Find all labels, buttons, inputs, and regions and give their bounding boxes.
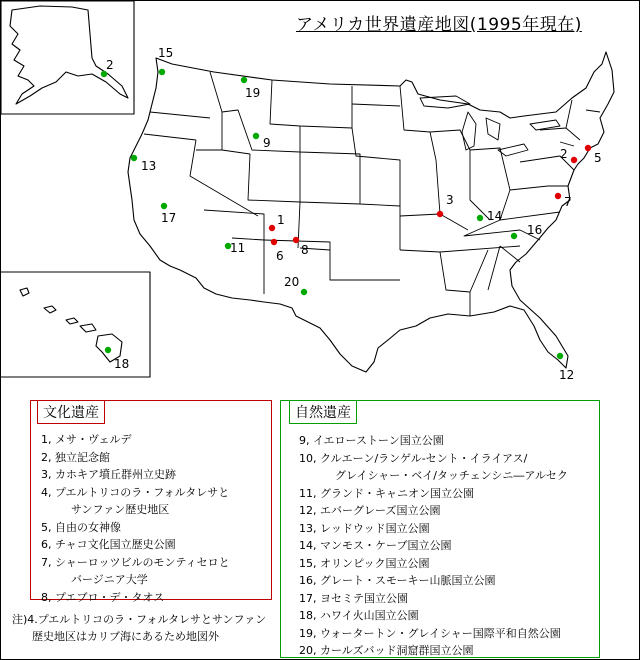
cultural-heritage-heading: 文化遺産 [37,400,105,424]
great-lakes [420,96,560,156]
list-item-text: 10, クルエーン/ランゲル-セント・イライアス/ [299,451,528,465]
site-marker-16 [511,233,517,239]
list-item-text: 15, オリンピック国立公園 [299,556,430,570]
site-label-8: 8 [301,243,309,257]
site-marker-9 [253,133,259,139]
footnote-line-2: 歴史地区はカリブ海にあるため地図外 [32,630,219,643]
list-item-text: 9, イエローストーン国立公園 [299,434,444,447]
site-marker-6 [271,239,277,245]
site-label-13: 13 [141,159,157,173]
site-label-11: 11 [230,241,246,255]
list-item-text: 16, グレート・スモーキー山脈国立公園 [299,574,496,587]
natural-item-15 [299,555,568,573]
natural-item-13 [299,520,568,538]
site-label-7: 7 [564,195,572,209]
list-item-text: 18, ハワイ火山国立公園 [299,609,419,622]
list-item-text: 13, レッドウッド国立公園 [299,521,430,535]
list-item-continuation: サンファン歴史地区 [71,503,170,516]
list-item-text: 8, プエブロ・デ・タオス [41,590,165,604]
site-label-6: 6 [276,249,284,263]
site-markers [101,46,602,382]
list-item-text: 11, グランド・キャニオン国立公園 [299,486,474,500]
natural-heritage-list [299,432,568,660]
state-borders [144,72,600,316]
site-marker-15 [159,69,165,75]
site-label-12: 12 [559,368,575,382]
list-item-text: 2, 独立記念館 [41,450,110,464]
natural-item-14 [299,537,568,555]
natural-heritage-heading: 自然遺産 [289,400,357,424]
site-label-3: 3 [446,193,454,207]
natural-item-16 [299,572,568,590]
footnote [12,611,266,645]
site-marker-5 [585,145,591,151]
cultural-item-7 [41,554,230,589]
site-marker-17 [161,203,167,209]
map-title: アメリカ世界遺産地図(1995年現在) [296,15,582,35]
list-item-text: 17, ヨセミテ国立公園 [299,591,408,605]
list-item-text: 1, メサ・ヴェルデ [41,433,132,446]
site-label-14: 14 [487,209,503,223]
site-marker-18 [105,347,111,353]
cultural-item-3 [41,466,230,484]
list-item-text: 7, シャーロッツビルのモンティセロと [41,555,230,569]
alaska-inset-frame [1,1,134,114]
site-label-16: 16 [527,223,543,237]
site-marker-13 [131,155,137,161]
cultural-item-1 [41,431,230,449]
natural-item-10 [299,450,568,485]
cultural-item-4 [41,484,230,519]
list-item-text: 14, マンモス・ケーブ国立公園 [299,539,452,552]
site-label-19: 19 [245,86,261,100]
list-item-text: 12, エバーグレーズ国立公園 [299,504,441,517]
conterminous-us-outline [128,52,614,372]
site-marker-20 [301,289,307,295]
list-item-continuation: バージニア大学 [71,573,148,586]
natural-item-20 [299,642,568,660]
list-item-continuation: グレイシャー・ベイ/タッチェンシニ―アルセク [335,469,568,482]
list-item-text: 4, プエルトリコのラ・フォルタレサと [41,485,230,499]
site-marker-8 [293,237,299,243]
site-label-10: 2 [106,58,114,72]
alaska-outline [10,6,128,104]
site-label-5: 5 [594,151,602,165]
natural-item-18 [299,607,568,625]
site-marker-3 [437,211,443,217]
site-label-20: 20 [284,275,300,289]
site-label-18: 18 [114,357,130,371]
cultural-heritage-list [41,431,230,606]
site-label-17: 17 [161,211,177,225]
site-marker-14 [477,215,483,221]
site-marker-7 [555,193,561,199]
site-marker-12 [557,353,563,359]
site-label-1: 1 [277,213,285,227]
natural-item-12 [299,502,568,520]
list-item-text: 5, 自由の女神像 [41,520,121,534]
list-item-text: 19, ウォータートン・グレイシャー国際平和自然公園 [299,626,561,640]
site-marker-2 [571,157,577,163]
cultural-heritage-legend [30,400,272,604]
site-label-9: 9 [263,136,271,150]
list-item-text: 6, チャコ文化国立歴史公園 [41,538,176,551]
cultural-item-6 [41,536,230,554]
natural-item-17 [299,590,568,608]
list-item-text: 20, カールズバッド洞窟群国立公園 [299,644,474,657]
footnote-line-1: 注)4.プエルトリコのラ・フォルタレサとサンファン [12,613,267,626]
site-marker-1 [269,225,275,231]
site-marker-19 [241,77,247,83]
natural-item-11 [299,485,568,503]
site-label-15: 15 [158,46,174,60]
natural-item-9 [299,432,568,450]
site-label-2: 2 [560,147,568,161]
cultural-item-2 [41,449,230,467]
cultural-item-8 [41,589,230,607]
natural-heritage-legend [280,400,600,658]
cultural-item-5 [41,519,230,537]
list-item-text: 3, カホキア墳丘群州立史跡 [41,468,176,481]
natural-item-19 [299,625,568,643]
